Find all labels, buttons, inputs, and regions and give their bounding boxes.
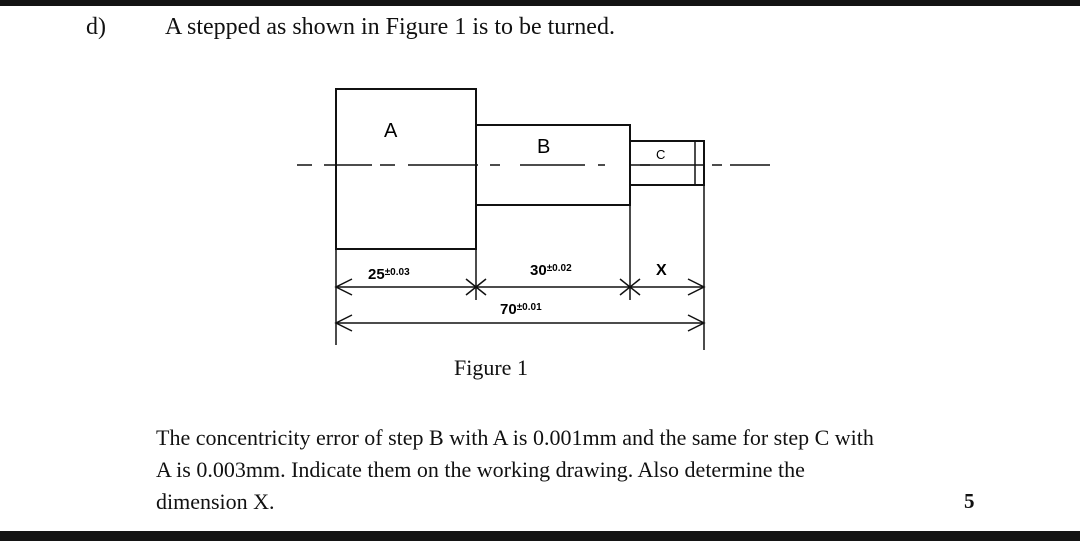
question-text: A stepped as shown in Figure 1 is to be turned. [165, 14, 615, 40]
bottom-border [0, 531, 1080, 541]
step-c-label: C [656, 147, 666, 162]
dim-b-text: $30^{\pm 0.02}$ [530, 262, 572, 279]
body-line-1: The concentricity error of step B with A is 0.001mm and the same for step C with [156, 425, 874, 450]
dim-x-text: X [656, 262, 667, 279]
body-line-3: dimension X. [156, 489, 275, 514]
question-number: d) [86, 14, 106, 40]
question-body [156, 422, 979, 518]
step-c-outline [630, 141, 704, 185]
dimension-row-1 [336, 279, 704, 295]
step-a-label: A [384, 120, 398, 142]
step-b-label: B [537, 136, 551, 158]
dim-a-text: $25^{\pm 0.03}$ [368, 266, 410, 283]
step-a-outline [336, 89, 476, 249]
dimension-row-2 [336, 315, 704, 331]
dim-total-text: $70^{\pm 0.01}$ [500, 301, 542, 318]
figure-caption: Figure 1 [454, 355, 528, 380]
body-line-2: A is 0.003mm. Indicate them on the working drawing. Also determine the [156, 457, 805, 482]
marks: 5 [964, 489, 975, 513]
